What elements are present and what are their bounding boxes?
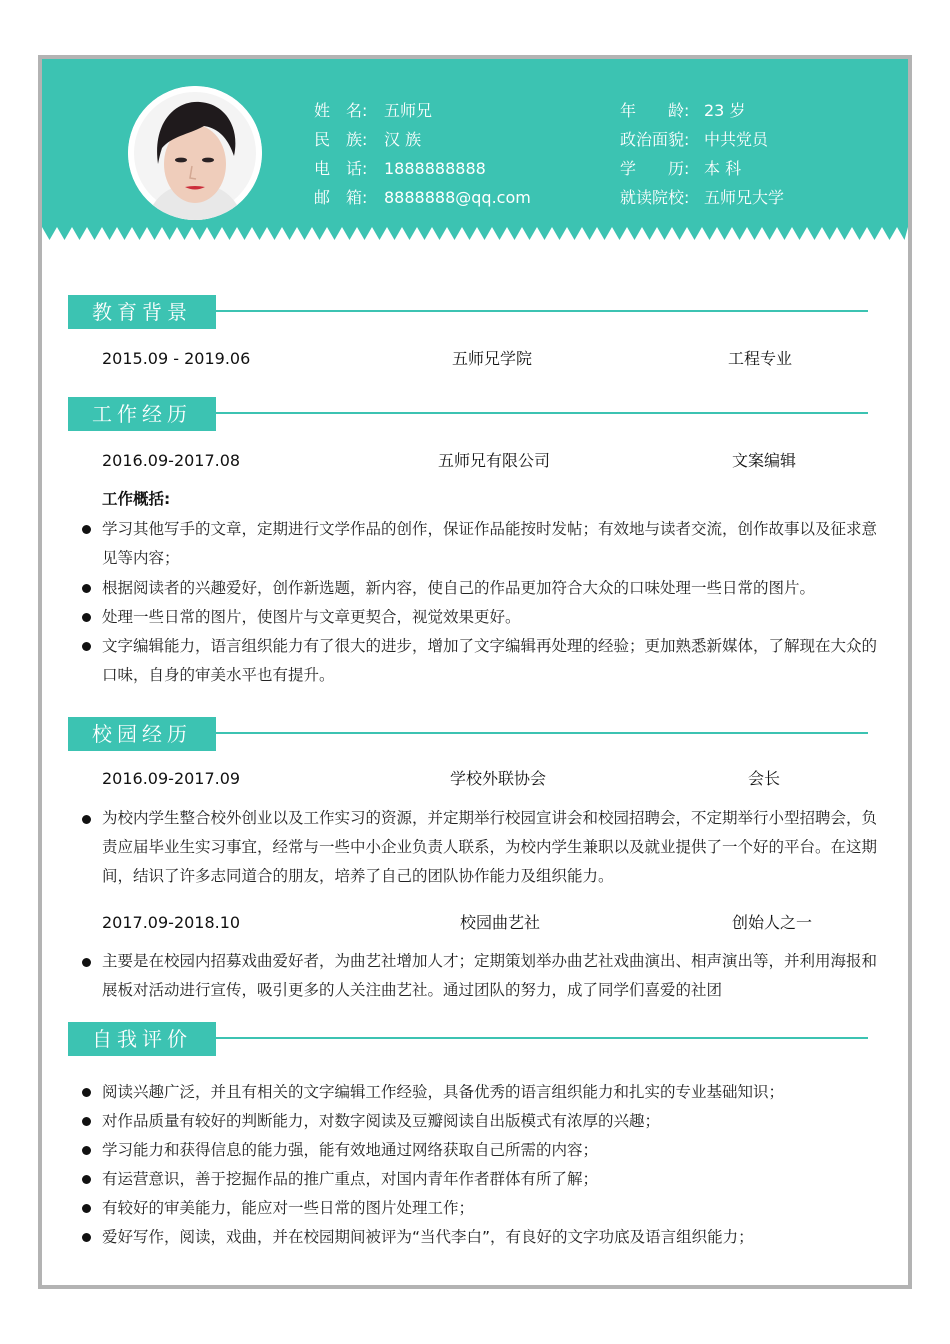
section-divider [216, 732, 868, 734]
profile-header [42, 59, 908, 227]
work-item: 处理一些日常的图片，使图片与文章更契合，视觉效果更好。 [102, 608, 521, 626]
section-divider [216, 310, 868, 312]
section-education [68, 295, 868, 329]
bullet-dot [82, 1233, 91, 1242]
section-self-eval [68, 1022, 868, 1056]
bullet-dot [82, 815, 91, 824]
bullet-dot [82, 958, 91, 967]
name-label: 姓 名: [314, 101, 368, 120]
work-item: 学习其他写手的文章，定期进行文学作品的创作，保证作品能按时发帖；有效地与读者交流，创作故事以及征求意见等内容； [102, 520, 878, 567]
bullet-dot [82, 1146, 91, 1155]
section-divider [216, 1037, 868, 1039]
self-eval-item: 阅读兴趣广泛，并且有相关的文字编辑工作经验，具备优秀的语言组织能力和扎实的专业基础知识； [102, 1083, 785, 1101]
bullet-dot [82, 1175, 91, 1184]
bullet-dot [82, 1117, 91, 1126]
campus-description: 为校内学生整合校外创业以及工作实习的资源，并定期举行校园宣讲会和校园招聘会，不定期举行小型招聘会，负责应届毕业生实习事宜，经常与一些中小企业负责人联系，为校内学生兼职以及就业提供了一个好的平台。在这期间，结识了许多志同道合的朋友，培养了自己的团队协作能力及组织能力。 [102, 809, 878, 885]
profile-photo [128, 86, 262, 220]
avatar-portrait [128, 86, 262, 220]
section-title-self-eval: 自我评价 [68, 1022, 216, 1056]
education-period: 2015.09 - 2019.06 [102, 349, 251, 368]
campus-role: 创始人之一 [732, 913, 813, 932]
education-major: 工程专业 [728, 349, 793, 368]
campus-org: 校园曲艺社 [460, 913, 541, 932]
self-eval-item: 有较好的审美能力，能应对一些日常的图片处理工作； [102, 1199, 475, 1217]
email-label: 邮 箱: [314, 188, 368, 207]
self-eval-item: 爱好写作，阅读，戏曲，并在校园期间被评为“当代李白”，有良好的文字功底及语言组织能力； [102, 1228, 754, 1246]
education-school: 五师兄学院 [452, 349, 533, 368]
section-work [68, 397, 868, 431]
bullet-dot [82, 525, 91, 534]
section-title-campus: 校园经历 [68, 717, 216, 751]
work-period: 2016.09-2017.08 [102, 451, 241, 470]
header-zigzag-edge [42, 227, 908, 241]
work-item: 根据阅读者的兴趣爱好，创作新选题，新内容，使自己的作品更加符合大众的口味处理一些日常的图片。 [102, 579, 816, 597]
degree-label: 学 历: [620, 159, 690, 178]
phone-value: 1888888888 [384, 159, 486, 178]
bullet-dot [82, 613, 91, 622]
work-role: 文案编辑 [732, 451, 797, 470]
age-label: 年 龄: [620, 101, 690, 120]
campus-role: 会长 [748, 769, 781, 788]
resume-page [38, 55, 912, 1289]
politics-value: 中共党员 [704, 130, 769, 149]
school-value: 五师兄大学 [704, 188, 785, 207]
email-value: 8888888@qq.com [384, 188, 531, 207]
bullet-dot [82, 642, 91, 651]
self-eval-item: 学习能力和获得信息的能力强，能有效地通过网络获取自己所需的内容； [102, 1141, 599, 1159]
ethnicity-label: 民 族: [314, 130, 368, 149]
campus-org: 学校外联协会 [450, 769, 547, 788]
work-item: 文字编辑能力，语言组织能力有了很大的进步，增加了文字编辑再处理的经验；更加熟悉新媒体，了解现在大众的口味，自身的审美水平也有提升。 [102, 637, 878, 684]
section-divider [216, 412, 868, 414]
school-label: 就读院校: [620, 188, 690, 207]
bullet-dot [82, 1204, 91, 1213]
section-campus [68, 717, 868, 751]
campus-description: 主要是在校园内招募戏曲爱好者，为曲艺社增加人才；定期策划举办曲艺社戏曲演出、相声演出等，并利用海报和展板对活动进行宣传，吸引更多的人关注曲艺社。通过团队的努力，成了同学们喜爱的社团 [102, 952, 878, 999]
self-eval-item: 对作品质量有较好的判断能力，对数字阅读及豆瓣阅读自出版模式有浓厚的兴趣； [102, 1112, 661, 1130]
age-value: 23 岁 [704, 101, 746, 120]
work-company: 五师兄有限公司 [438, 451, 551, 470]
phone-label: 电 话: [314, 159, 368, 178]
degree-value: 本 科 [704, 159, 742, 178]
section-title-work: 工作经历 [68, 397, 216, 431]
bullet-dot [82, 584, 91, 593]
work-summary-label: 工作概括: [102, 490, 171, 508]
ethnicity-value: 汉 族 [384, 130, 422, 149]
bullet-dot [82, 1088, 91, 1097]
politics-label: 政治面貌: [620, 130, 690, 149]
campus-period: 2017.09-2018.10 [102, 913, 241, 932]
self-eval-item: 有运营意识，善于挖掘作品的推广重点，对国内青年作者群体有所了解； [102, 1170, 599, 1188]
name-value: 五师兄 [384, 101, 433, 120]
campus-period: 2016.09-2017.09 [102, 769, 241, 788]
section-title-education: 教育背景 [68, 295, 216, 329]
